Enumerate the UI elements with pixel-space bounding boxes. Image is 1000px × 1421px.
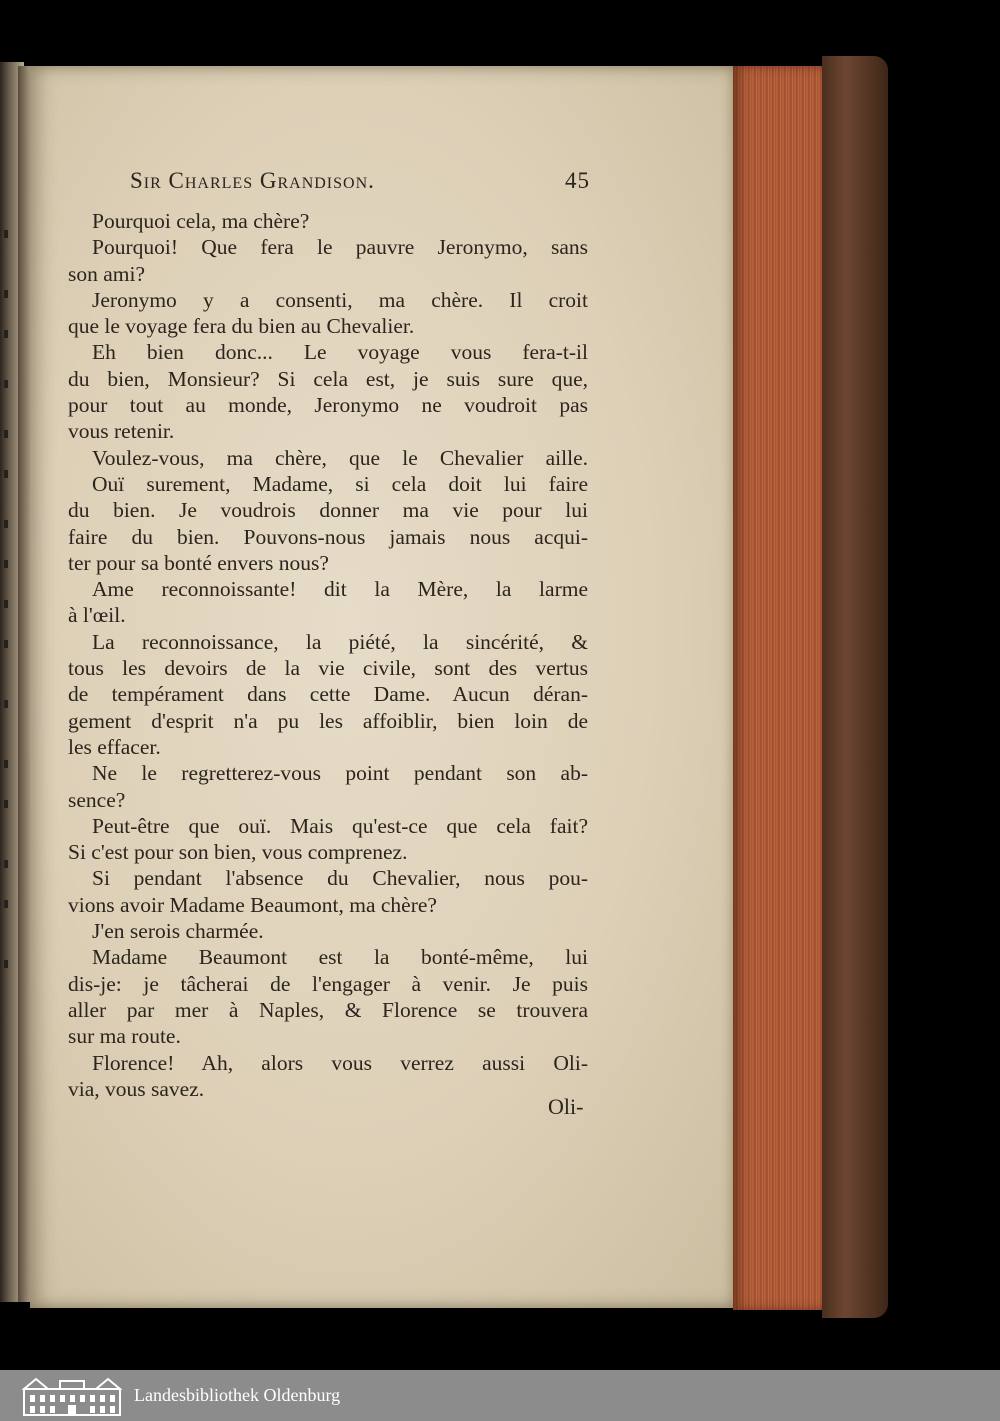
left-page-mark — [4, 800, 8, 808]
left-page-mark — [4, 330, 8, 338]
text-line: via, vous savez. — [68, 1076, 205, 1101]
left-page-mark — [4, 380, 8, 388]
left-page-mark — [4, 900, 8, 908]
left-page-mark — [4, 290, 8, 298]
text-line: La reconnoissance, la piété, la sincérité, & — [92, 629, 588, 654]
left-page-mark — [4, 640, 8, 648]
text-line: J'en serois charmée. — [92, 919, 264, 944]
text-line: sur ma route. — [68, 1024, 181, 1049]
text-line: vous retenir. — [68, 419, 175, 444]
left-page-mark — [4, 860, 8, 868]
text-line: faire du bien. Pouvons-nous jamais nous acqui- — [68, 524, 588, 549]
text-line: vions avoir Madame Beaumont, ma chère? — [68, 892, 437, 917]
text-line: Jeronymo y a consenti, ma chère. Il croit — [92, 287, 588, 312]
library-building-icon — [22, 1375, 122, 1417]
text-line: son ami? — [68, 261, 146, 286]
text-line: Ne le regretterez-vous point pendant son ab- — [92, 761, 588, 786]
text-line: dis-je: je tâcherai de l'engager à venir. Je puis — [68, 971, 588, 996]
text-line: à l'œil. — [68, 603, 126, 628]
text-line: pour tout au monde, Jeronymo ne voudroit pas — [68, 393, 588, 418]
text-line: Florence! Ah, alors vous verrez aussi Oli- — [92, 1050, 588, 1075]
footer-bar — [0, 1370, 1000, 1421]
text-line: Si c'est pour son bien, vous comprenez. — [68, 840, 408, 865]
text-line: du bien, Monsieur? Si cela est, je suis sure que, — [68, 366, 588, 391]
left-page-mark — [4, 600, 8, 608]
text-line: que le voyage fera du bien au Chevalier. — [68, 314, 415, 339]
text-line: du bien. Je voudrois donner ma vie pour lui — [68, 498, 588, 523]
text-line: Pourquoi! Que fera le pauvre Jeronymo, sans — [92, 235, 588, 260]
left-page-mark — [4, 230, 8, 238]
left-page-mark — [4, 430, 8, 438]
left-page-mark — [4, 470, 8, 478]
text-line: Madame Beaumont est la bonté-même, lui — [92, 945, 588, 970]
left-page-mark — [4, 960, 8, 968]
left-page-mark — [4, 760, 8, 768]
left-page-mark — [4, 700, 8, 708]
text-line: Voulez-vous, ma chère, que le Chevalier aille. — [92, 445, 588, 470]
library-name: Landesbibliothek Oldenburg — [134, 1385, 341, 1405]
text-line: Ouï surement, Madame, si cela doit lui faire — [92, 471, 588, 496]
text-line: ter pour sa bonté envers nous? — [68, 550, 329, 575]
running-title: Sir Charles Grandison. — [130, 168, 375, 193]
text-line: Pourquoi cela, ma chère? — [92, 209, 310, 233]
text-line: aller par mer à Naples, & Florence se trouvera — [68, 997, 588, 1022]
left-page-mark — [4, 560, 8, 568]
book-cover — [822, 56, 888, 1318]
page-fore-edge — [733, 66, 833, 1310]
text-line: de tempérament dans cette Dame. Aucun déran- — [68, 682, 588, 707]
text-line: tous les devoirs de la vie civile, sont des vertus — [68, 656, 588, 681]
text-line: Eh bien donc... Le voyage vous fera-t-il — [92, 340, 588, 365]
catchword: Oli- — [548, 1094, 584, 1119]
text-line: sence? — [68, 787, 126, 812]
text-line: gement d'esprit n'a pu les affoiblir, bien loin de — [68, 708, 588, 733]
text-line: Peut-être que ouï. Mais qu'est-ce que cela fait? — [92, 813, 588, 838]
body-text — [68, 208, 588, 1102]
left-page-mark — [4, 520, 8, 528]
text-line: Ame reconnoissante! dit la Mère, la larme — [92, 577, 588, 602]
text-line: les effacer. — [68, 734, 161, 759]
page-number: 45 — [565, 168, 590, 193]
text-line: Si pendant l'absence du Chevalier, nous pou- — [92, 866, 588, 891]
running-header — [130, 168, 590, 194]
